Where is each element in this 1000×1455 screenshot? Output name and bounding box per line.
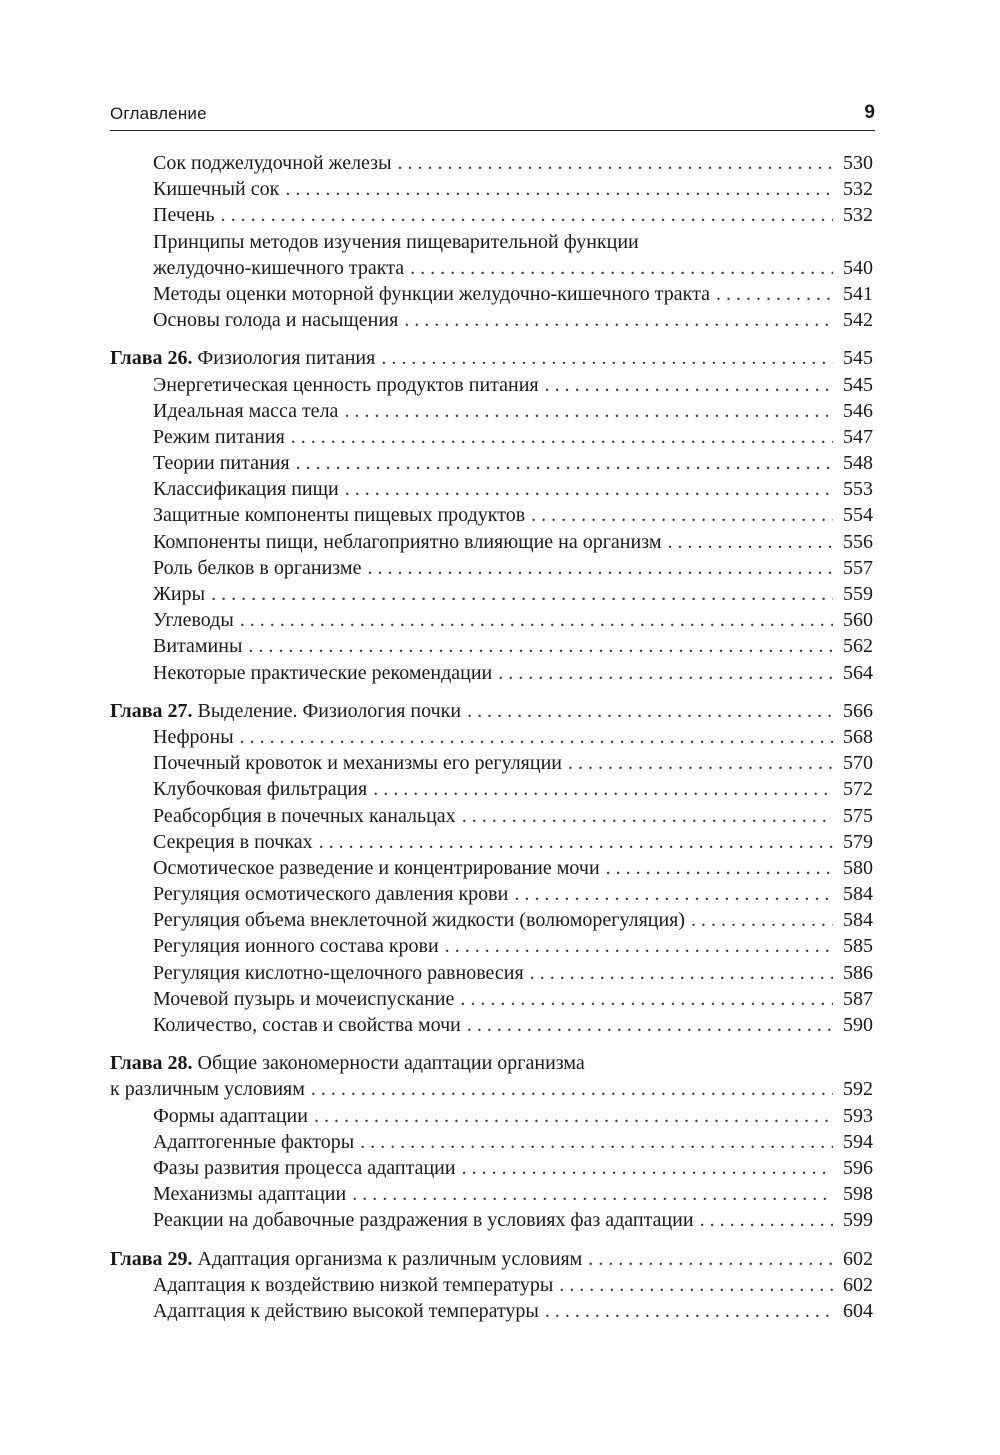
toc-chapter-29[interactable]: [110, 1246, 873, 1272]
toc-entry[interactable]: [110, 750, 873, 776]
toc-leader-dots: [248, 633, 833, 659]
toc-entry-text: Регуляция кислотно-щелочного равновесия: [153, 961, 524, 984]
toc-leader-dots: [345, 476, 833, 502]
toc-chapter-28[interactable]: [110, 1050, 873, 1076]
toc-leader-dots: [240, 724, 833, 750]
toc-entry[interactable]: [110, 1207, 873, 1233]
chapter-label: Глава 28.: [110, 1052, 193, 1075]
table-of-contents: [110, 150, 873, 1324]
toc-entry-text: Адаптация к воздействию низкой температуры: [153, 1273, 554, 1296]
toc-leader-dots: [700, 1207, 833, 1233]
toc-entry-page: 545: [843, 347, 873, 370]
toc-leader-dots: [373, 776, 833, 802]
toc-leader-dots: [314, 1103, 833, 1129]
toc-entry-page: 546: [843, 399, 873, 422]
toc-entry[interactable]: [110, 202, 873, 228]
toc-entry-page: 564: [843, 661, 873, 684]
toc-leader-dots: [559, 1272, 833, 1298]
toc-entry-page: 545: [843, 373, 873, 396]
toc-leader-dots: [319, 829, 833, 855]
toc-entry-text: Регуляция объема внеклеточной жидкости (волюморегуляция): [153, 909, 686, 932]
toc-chapter-27[interactable]: [110, 698, 873, 724]
toc-entry-text: Некоторые практические рекомендации: [153, 661, 493, 684]
toc-entry[interactable]: [110, 176, 873, 202]
toc-entry-page: 587: [843, 987, 873, 1010]
page-number: 9: [864, 102, 875, 123]
running-header-title: Оглавление: [110, 104, 207, 123]
toc-entry-page: 554: [843, 504, 873, 527]
toc-entry[interactable]: [110, 150, 873, 176]
toc-entry-page: 602: [843, 1247, 873, 1270]
toc-entry-page: 596: [843, 1156, 873, 1179]
toc-entry-page: 594: [843, 1130, 873, 1153]
toc-entry[interactable]: [110, 1181, 873, 1207]
toc-entry-text: Витамины: [153, 635, 243, 658]
toc-leader-dots: [445, 933, 833, 959]
toc-entry[interactable]: [110, 724, 873, 750]
section-gap: [110, 686, 873, 698]
toc-entry-text: Режим питания: [153, 425, 285, 448]
toc-entry-page: 570: [843, 752, 873, 775]
toc-entry[interactable]: [110, 281, 873, 307]
toc-entry[interactable]: [110, 372, 873, 398]
toc-entry-text: Защитные компоненты пищевых продуктов: [153, 504, 526, 527]
chapter-title: Выделение. Физиология почки: [197, 699, 462, 722]
toc-entry-text: Механизмы адаптации: [153, 1183, 347, 1206]
toc-entry-page: 562: [843, 635, 873, 658]
toc-entry-page: 575: [843, 804, 873, 827]
section-gap: [110, 333, 873, 345]
chapter-label: Глава 26.: [110, 347, 193, 370]
toc-entry-page: 568: [843, 725, 873, 748]
toc-entry-page: 599: [843, 1209, 873, 1232]
toc-entry-text: Осмотическое разведение и концентрирование мочи: [153, 856, 600, 879]
toc-entry[interactable]: [110, 307, 873, 333]
toc-leader-dots: [311, 1076, 833, 1102]
toc-entry[interactable]: [110, 1272, 873, 1298]
toc-entry[interactable]: [110, 933, 873, 959]
toc-entry[interactable]: [110, 829, 873, 855]
toc-entry-text: Реабсорбция в почечных канальцах: [153, 804, 456, 827]
toc-leader-dots: [531, 502, 833, 528]
toc-entry-text: Клубочковая фильтрация: [153, 778, 368, 801]
toc-leader-dots: [398, 150, 833, 176]
toc-entry-page: 532: [843, 178, 873, 201]
toc-entry-page: 542: [843, 309, 873, 332]
toc-entry-page: 540: [843, 256, 873, 279]
toc-entry-page: 585: [843, 935, 873, 958]
toc-chapter-26[interactable]: [110, 345, 873, 371]
toc-entry-page: 556: [843, 530, 873, 553]
toc-entry[interactable]: [110, 1012, 873, 1038]
chapter-label: Глава 29.: [110, 1247, 193, 1270]
toc-entry-text: Формы адаптации: [153, 1104, 308, 1127]
toc-entry[interactable]: [110, 907, 873, 933]
toc-entry[interactable]: [110, 633, 873, 659]
toc-entry-text: Почечный кровоток и механизмы его регуляции: [153, 752, 562, 775]
toc-entry-page: 586: [843, 961, 873, 984]
toc-entry-text: Кишечный сок: [153, 178, 280, 201]
toc-entry[interactable]: [110, 255, 873, 281]
toc-entry-text: желудочно-кишечного тракта: [153, 256, 405, 279]
toc-entry[interactable]: [110, 1103, 873, 1129]
toc-entry-text: Классификация пищи: [153, 478, 339, 501]
section-gap: [110, 1234, 873, 1246]
toc-leader-dots: [467, 698, 833, 724]
section-gap: [110, 1038, 873, 1050]
toc-entry-text: Фазы развития процесса адаптации: [153, 1156, 456, 1179]
toc-leader-dots: [285, 176, 833, 202]
toc-entry-page: 541: [843, 282, 873, 305]
toc-entry-page: 580: [843, 856, 873, 879]
chapter-title: Общие закономерности адаптации организма: [197, 1052, 585, 1075]
toc-leader-dots: [462, 1155, 833, 1181]
toc-entry[interactable]: [110, 424, 873, 450]
toc-entry-page: 598: [843, 1183, 873, 1206]
toc-entry-page: 557: [843, 556, 873, 579]
toc-leader-dots: [691, 907, 833, 933]
toc-entry[interactable]: [110, 855, 873, 881]
toc-entry-page: 566: [843, 699, 873, 722]
toc-entry[interactable]: [110, 529, 873, 555]
toc-entry-page: 547: [843, 425, 873, 448]
toc-entry-text: Основы голода и насыщения: [153, 309, 399, 332]
toc-entry-text: Жиры: [153, 583, 206, 605]
toc-leader-dots: [291, 424, 833, 450]
toc-entry-text: Адаптация к действию высокой температуры: [153, 1299, 539, 1322]
toc-entry-page: 530: [843, 152, 873, 174]
toc-leader-dots: [221, 202, 833, 228]
toc-leader-dots: [716, 281, 833, 307]
toc-entry-page: 532: [843, 204, 873, 227]
toc-entry-text: Регуляция осмотического давления крови: [153, 883, 509, 906]
toc-entry-page: 572: [843, 778, 873, 801]
chapter-label: Глава 27.: [110, 699, 193, 722]
toc-entry[interactable]: [110, 450, 873, 476]
toc-leader-dots: [498, 660, 833, 686]
running-header: [110, 104, 875, 131]
toc-entry-text: Регуляция ионного состава крови: [153, 935, 439, 958]
toc-entry-page: 553: [843, 478, 873, 501]
toc-entry[interactable]: [110, 1298, 873, 1324]
toc-entry-text: Роль белков в организме: [153, 556, 362, 579]
toc-leader-dots: [568, 750, 833, 776]
toc-entry[interactable]: [110, 555, 873, 581]
toc-leader-dots: [410, 255, 833, 281]
toc-leader-dots: [381, 345, 833, 371]
toc-leader-dots: [296, 450, 833, 476]
toc-entry[interactable]: [110, 398, 873, 424]
toc-entry-text: Количество, состав и свойства мочи: [153, 1014, 461, 1036]
toc-entry-text: Принципы методов изучения пищеварительной функции: [153, 230, 639, 253]
toc-entry-text: Адаптогенные факторы: [153, 1130, 355, 1153]
toc-leader-dots: [460, 986, 833, 1012]
toc-entry[interactable]: [110, 776, 873, 802]
toc-entry-first-line[interactable]: [110, 229, 873, 255]
toc-leader-dots: [545, 372, 833, 398]
toc-entry[interactable]: [110, 1155, 873, 1181]
toc-entry-text: Компоненты пищи, неблагоприятно влияющие на организм: [153, 530, 662, 553]
toc-entry-text: Методы оценки моторной функции желудочно-кишечного тракта: [153, 282, 710, 305]
toc-leader-dots: [545, 1298, 833, 1324]
toc-entry-text: Энергетическая ценность продуктов питания: [153, 373, 539, 396]
chapter-title: Адаптация организма к различным условиям: [197, 1247, 583, 1270]
toc-entry-page: 602: [843, 1273, 873, 1296]
toc-leader-dots: [467, 1012, 833, 1038]
toc-entry-page: 560: [843, 609, 873, 632]
toc-leader-dots: [462, 803, 833, 829]
toc-entry-text: Идеальная масса тела: [153, 399, 339, 422]
toc-entry-text: Теории питания: [153, 452, 290, 475]
toc-entry[interactable]: [110, 660, 873, 686]
toc-entry-text: Нефроны: [153, 725, 234, 748]
toc-entry[interactable]: [110, 581, 873, 607]
toc-leader-dots: [404, 307, 833, 333]
toc-leader-dots: [344, 398, 833, 424]
toc-entry[interactable]: [110, 881, 873, 907]
toc-entry[interactable]: [110, 1129, 873, 1155]
toc-leader-dots: [211, 581, 833, 607]
toc-leader-dots: [606, 855, 833, 881]
toc-entry-page: 593: [843, 1104, 873, 1127]
toc-leader-dots: [360, 1129, 833, 1155]
chapter-title-line2: к различным условиям: [110, 1078, 305, 1101]
toc-entry-text: Углеводы: [153, 609, 234, 632]
toc-entry-page: 584: [843, 909, 873, 932]
toc-entry-text: Печень: [153, 204, 215, 227]
toc-leader-dots: [240, 607, 833, 633]
toc-entry[interactable]: [110, 986, 873, 1012]
toc-entry[interactable]: [110, 803, 873, 829]
toc-entry-page: 604: [843, 1299, 873, 1322]
toc-leader-dots: [352, 1181, 833, 1207]
toc-entry-page: 579: [843, 830, 873, 853]
toc-entry-page: 590: [843, 1014, 873, 1036]
toc-entry[interactable]: [110, 502, 873, 528]
toc-entry-page: 559: [843, 583, 873, 605]
toc-entry-text: Сок поджелудочной железы: [153, 152, 392, 174]
toc-entry-page: 592: [843, 1078, 873, 1101]
toc-entry-page: 584: [843, 883, 873, 906]
toc-leader-dots: [668, 529, 834, 555]
toc-entry-page: 548: [843, 452, 873, 475]
toc-leader-dots: [514, 881, 833, 907]
toc-leader-dots: [588, 1246, 833, 1272]
toc-leader-dots: [530, 960, 833, 986]
toc-chapter-28-continued[interactable]: [110, 1076, 873, 1102]
chapter-title: Физиология питания: [197, 347, 376, 370]
toc-entry-text: Мочевой пузырь и мочеиспускание: [153, 987, 455, 1010]
toc-entry[interactable]: [110, 607, 873, 633]
toc-entry[interactable]: [110, 960, 873, 986]
toc-entry[interactable]: [110, 476, 873, 502]
toc-entry-text: Секреция в почках: [153, 830, 313, 853]
toc-entry-text: Реакции на добавочные раздражения в условиях фаз адаптации: [153, 1209, 694, 1232]
toc-leader-dots: [367, 555, 833, 581]
